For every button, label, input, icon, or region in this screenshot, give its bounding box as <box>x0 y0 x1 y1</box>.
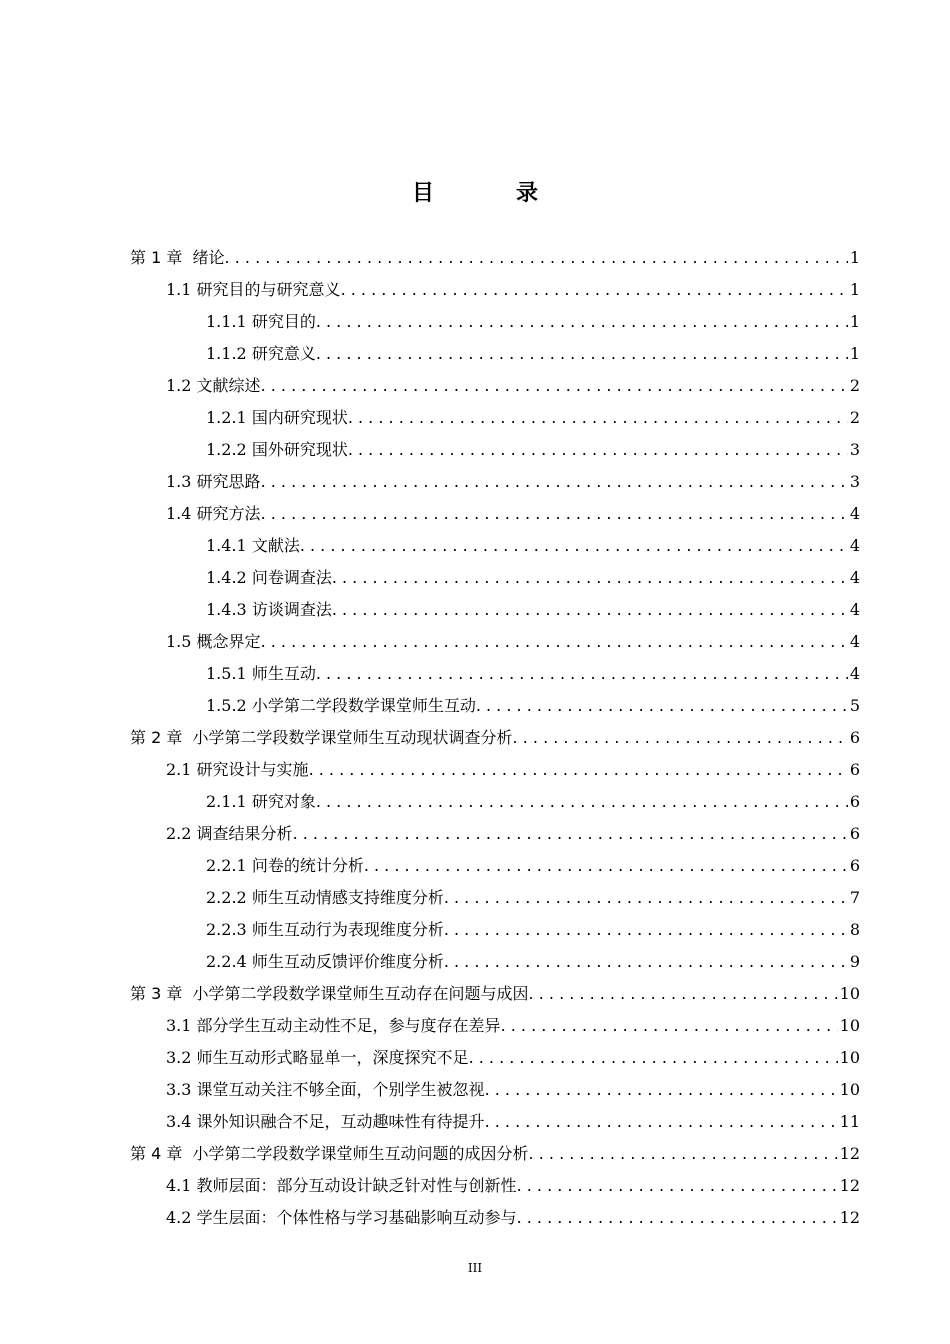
toc-chapter-entry[interactable] <box>130 242 860 274</box>
toc-entry-label: 问卷调查法 <box>251 568 332 587</box>
toc-entry-label: 访谈调查法 <box>251 600 332 619</box>
toc-entry-label: 小学第二学段数学课堂师生互动存在问题与成因 <box>192 984 529 1003</box>
toc-entry-page-number: 6 <box>849 824 860 843</box>
toc-dot-leader <box>348 434 848 466</box>
toc-section-entry[interactable] <box>130 1074 860 1106</box>
toc-entry-label: 教师层面：部分互动设计缺乏针对性与创新性 <box>196 1176 517 1195</box>
toc-subsection-entry[interactable] <box>130 690 860 722</box>
toc-dot-leader <box>485 1074 838 1106</box>
toc-section-entry[interactable] <box>130 1106 860 1138</box>
toc-entry-number: 3.2 <box>166 1048 192 1067</box>
toc-entry-page-number: 1 <box>849 344 860 363</box>
toc-dot-leader <box>316 658 848 690</box>
toc-entry-page-number: 12 <box>839 1176 860 1195</box>
toc-entry-number: 1.5.2 <box>206 696 247 715</box>
toc-entry-number: 2.1 <box>166 760 192 779</box>
toc-entry-label: 国外研究现状 <box>251 440 348 459</box>
toc-entry-label: 研究对象 <box>251 792 316 811</box>
toc-subsection-entry[interactable] <box>130 306 860 338</box>
toc-entry-page-number: 7 <box>849 888 860 907</box>
toc-entry-number: 1.4.2 <box>206 568 247 587</box>
toc-entry-page-number: 1 <box>849 312 860 331</box>
toc-entry-number: 第 4 章 <box>130 1144 183 1163</box>
toc-entry-number: 1.4 <box>166 504 192 523</box>
toc-dot-leader <box>517 1170 838 1202</box>
toc-subsection-entry[interactable] <box>130 338 860 370</box>
toc-entry-label: 部分学生互动主动性不足，参与度存在差异 <box>196 1016 501 1035</box>
toc-entry-number: 4.2 <box>166 1208 192 1227</box>
toc-entry-number: 1.1 <box>166 280 192 299</box>
toc-subsection-entry[interactable] <box>130 786 860 818</box>
toc-section-entry[interactable] <box>130 754 860 786</box>
toc-subsection-entry[interactable] <box>130 882 860 914</box>
toc-entry-label: 国内研究现状 <box>251 408 348 427</box>
toc-entry-label: 师生互动形式略显单一，深度探究不足 <box>196 1048 469 1067</box>
toc-entry-page-number: 4 <box>849 664 860 683</box>
toc-entry-label: 问卷的统计分析 <box>251 856 364 875</box>
toc-dot-leader <box>444 914 848 946</box>
toc-section-entry[interactable] <box>130 370 860 402</box>
toc-entry-gap <box>182 722 192 754</box>
toc-entry-page-number: 4 <box>849 632 860 651</box>
toc-dot-leader <box>501 1010 838 1042</box>
toc-entry-label: 绪论 <box>192 248 225 267</box>
toc-entry-label: 师生互动 <box>251 664 316 683</box>
toc-entry-number: 3.4 <box>166 1112 192 1131</box>
toc-dot-leader <box>476 690 848 722</box>
toc-entry-label: 小学第二学段数学课堂师生互动 <box>251 696 476 715</box>
toc-entry-page-number: 4 <box>849 600 860 619</box>
toc-entry-page-number: 12 <box>839 1144 860 1163</box>
toc-entry-label: 研究意义 <box>251 344 316 363</box>
toc-dot-leader <box>529 1138 838 1170</box>
toc-entry-label: 文献综述 <box>196 376 261 395</box>
toc-chapter-entry[interactable] <box>130 978 860 1010</box>
toc-entry-number: 4.1 <box>166 1176 192 1195</box>
toc-dot-leader <box>316 338 848 370</box>
toc-entry-page-number: 4 <box>849 568 860 587</box>
toc-section-entry[interactable] <box>130 274 860 306</box>
toc-entry-number: 2.2.3 <box>206 920 247 939</box>
table-of-contents <box>130 242 860 1234</box>
toc-entry-label: 课外知识融合不足，互动趣味性有待提升 <box>196 1112 485 1131</box>
toc-entry-page-number: 8 <box>849 920 860 939</box>
toc-entry-label: 研究设计与实施 <box>196 760 309 779</box>
toc-dot-leader <box>332 594 848 626</box>
page-footer-number: III <box>467 1261 483 1275</box>
toc-dot-leader <box>261 466 848 498</box>
toc-dot-leader <box>341 274 848 306</box>
toc-dot-leader <box>316 306 848 338</box>
toc-dot-leader <box>293 818 848 850</box>
toc-section-entry[interactable] <box>130 1042 860 1074</box>
toc-chapter-entry[interactable] <box>130 722 860 754</box>
toc-entry-page-number: 4 <box>849 504 860 523</box>
toc-entry-number: 3.1 <box>166 1016 192 1035</box>
toc-entry-number: 3.3 <box>166 1080 192 1099</box>
toc-entry-number: 第 2 章 <box>130 728 183 747</box>
toc-section-entry[interactable] <box>130 626 860 658</box>
toc-entry-number: 1.2 <box>166 376 192 395</box>
toc-entry-number: 2.1.1 <box>206 792 247 811</box>
toc-entry-number: 1.5 <box>166 632 192 651</box>
toc-dot-leader <box>316 786 848 818</box>
toc-entry-label: 小学第二学段数学课堂师生互动问题的成因分析 <box>192 1144 529 1163</box>
toc-dot-leader <box>261 370 848 402</box>
toc-entry-page-number: 3 <box>849 440 860 459</box>
toc-entry-number: 2.2.4 <box>206 952 247 971</box>
toc-dot-leader <box>261 626 848 658</box>
toc-entry-gap <box>182 978 192 1010</box>
toc-subsection-entry[interactable] <box>130 658 860 690</box>
toc-entry-label: 调查结果分析 <box>196 824 293 843</box>
toc-dot-leader <box>309 754 848 786</box>
toc-entry-number: 1.2.2 <box>206 440 247 459</box>
toc-dot-leader <box>364 850 848 882</box>
toc-section-entry[interactable] <box>130 1170 860 1202</box>
toc-entry-page-number: 1 <box>849 248 860 267</box>
toc-section-entry[interactable] <box>130 1202 860 1234</box>
toc-title: 目 录 <box>411 181 568 206</box>
toc-entry-page-number: 10 <box>839 1080 860 1099</box>
toc-chapter-entry[interactable] <box>130 1138 860 1170</box>
toc-entry-page-number: 6 <box>849 792 860 811</box>
toc-subsection-entry[interactable] <box>130 562 860 594</box>
toc-section-entry[interactable] <box>130 466 860 498</box>
toc-entry-page-number: 11 <box>839 1112 860 1131</box>
toc-section-entry[interactable] <box>130 498 860 530</box>
toc-subsection-entry[interactable] <box>130 594 860 626</box>
toc-entry-label: 课堂互动关注不够全面，个别学生被忽视 <box>196 1080 485 1099</box>
toc-entry-number: 1.5.1 <box>206 664 247 683</box>
toc-subsection-entry[interactable] <box>130 914 860 946</box>
toc-entry-number: 2.2 <box>166 824 192 843</box>
toc-entry-page-number: 9 <box>849 952 860 971</box>
toc-entry-label: 学生层面：个体性格与学习基础影响互动参与 <box>196 1208 517 1227</box>
toc-dot-leader <box>513 722 848 754</box>
toc-dot-leader <box>300 530 848 562</box>
toc-dot-leader <box>332 562 848 594</box>
toc-entry-page-number: 10 <box>839 1048 860 1067</box>
toc-entry-page-number: 5 <box>849 696 860 715</box>
toc-subsection-entry[interactable] <box>130 850 860 882</box>
toc-entry-page-number: 4 <box>849 536 860 555</box>
toc-section-entry[interactable] <box>130 1010 860 1042</box>
toc-subsection-entry[interactable] <box>130 530 860 562</box>
toc-entry-page-number: 2 <box>849 408 860 427</box>
toc-entry-label: 师生互动情感支持维度分析 <box>251 888 444 907</box>
toc-entry-number: 2.2.2 <box>206 888 247 907</box>
toc-entry-page-number: 10 <box>839 1016 860 1035</box>
toc-entry-label: 师生互动反馈评价维度分析 <box>251 952 444 971</box>
toc-entry-number: 2.2.1 <box>206 856 247 875</box>
toc-dot-leader <box>444 946 848 978</box>
toc-entry-label: 师生互动行为表现维度分析 <box>251 920 444 939</box>
toc-entry-label: 概念界定 <box>196 632 261 651</box>
toc-entry-gap <box>182 242 192 274</box>
toc-subsection-entry[interactable] <box>130 434 860 466</box>
toc-entry-label: 小学第二学段数学课堂师生互动现状调查分析 <box>192 728 513 747</box>
toc-entry-label: 研究目的 <box>251 312 316 331</box>
toc-entry-page-number: 2 <box>849 376 860 395</box>
toc-entry-number: 1.3 <box>166 472 192 491</box>
toc-subsection-entry[interactable] <box>130 946 860 978</box>
toc-entry-gap <box>182 1138 192 1170</box>
toc-entry-number: 1.1.1 <box>206 312 247 331</box>
toc-subsection-entry[interactable] <box>130 402 860 434</box>
toc-entry-label: 研究思路 <box>196 472 261 491</box>
toc-dot-leader <box>348 402 848 434</box>
toc-entry-page-number: 10 <box>839 984 860 1003</box>
toc-dot-leader <box>485 1106 838 1138</box>
toc-entry-page-number: 6 <box>849 728 860 747</box>
toc-entry-number: 第 1 章 <box>130 248 183 267</box>
toc-dot-leader <box>529 978 838 1010</box>
toc-entry-number: 1.2.1 <box>206 408 247 427</box>
toc-dot-leader <box>517 1202 838 1234</box>
toc-entry-page-number: 12 <box>839 1208 860 1227</box>
toc-entry-number: 第 3 章 <box>130 984 183 1003</box>
toc-entry-label: 研究方法 <box>196 504 261 523</box>
toc-section-entry[interactable] <box>130 818 860 850</box>
toc-entry-label: 文献法 <box>251 536 300 555</box>
toc-entry-number: 1.4.1 <box>206 536 247 555</box>
toc-dot-leader <box>261 498 848 530</box>
toc-entry-page-number: 1 <box>849 280 860 299</box>
toc-dot-leader <box>469 1042 838 1074</box>
toc-dot-leader <box>444 882 848 914</box>
toc-dot-leader <box>225 242 848 274</box>
toc-entry-label: 研究目的与研究意义 <box>196 280 341 299</box>
toc-entry-page-number: 6 <box>849 760 860 779</box>
toc-entry-number: 1.4.3 <box>206 600 247 619</box>
toc-entry-number: 1.1.2 <box>206 344 247 363</box>
toc-entry-page-number: 6 <box>849 856 860 875</box>
toc-entry-page-number: 3 <box>849 472 860 491</box>
